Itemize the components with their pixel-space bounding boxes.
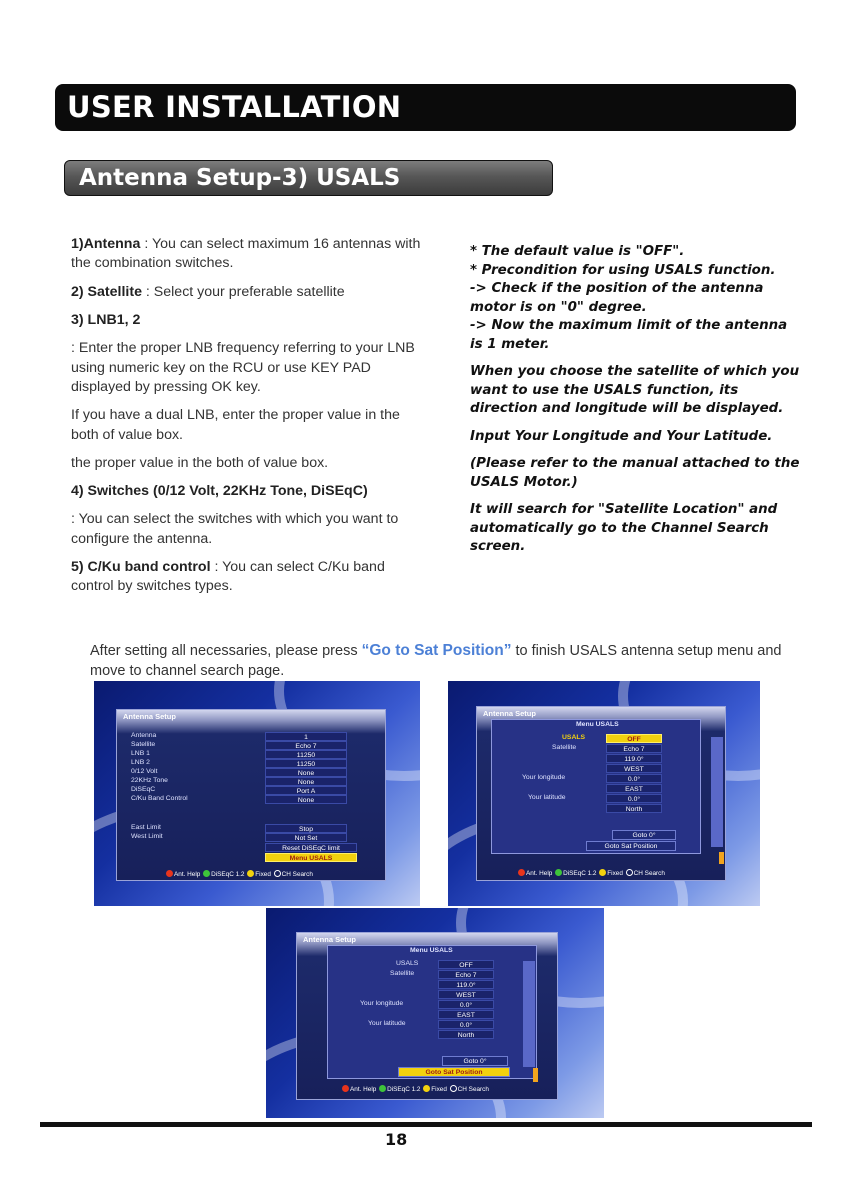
label: C/Ku Band Control: [131, 795, 188, 802]
usals-toggle[interactable]: OFF: [438, 960, 494, 969]
label: West Limit: [131, 833, 163, 840]
scrollbar[interactable]: [711, 737, 723, 847]
panel-title: Antenna Setup: [123, 712, 176, 721]
label: Your latitude: [368, 1020, 406, 1027]
label: USALS: [396, 960, 419, 967]
longitude-dir[interactable]: EAST: [438, 1010, 494, 1019]
longitude-field[interactable]: 0.0°: [438, 1000, 494, 1009]
note-default: * The default value is "OFF". * Precondition for using USALS function. -> Check if the position of the antenna motor is on "0" degree. -> Now the maximum limit of the antenna is 1 meter.: [470, 244, 788, 352]
value-field[interactable]: 1: [265, 732, 347, 741]
east-limit-field[interactable]: Stop: [265, 824, 347, 833]
west-limit-field[interactable]: Not Set: [265, 833, 347, 842]
footer-rule: [40, 1122, 812, 1127]
yellow-button-icon: [423, 1085, 430, 1092]
item-cku: 5) C/Ku band control : You can select C/Ku band control by switches types.: [71, 559, 385, 595]
yellow-button-icon: [599, 869, 606, 876]
lnb-desc-3: the proper value in the both of value box.: [71, 454, 329, 471]
value-field[interactable]: 11250: [265, 750, 347, 759]
page-title: USER INSTALLATION: [67, 90, 402, 124]
latitude-dir[interactable]: North: [606, 804, 662, 813]
page-number: 18: [385, 1130, 408, 1149]
longitude-field[interactable]: 0.0°: [606, 774, 662, 783]
satellite-field[interactable]: Echo 7: [438, 970, 494, 979]
submenu-title: Menu USALS: [576, 721, 619, 728]
lnb-desc-1: : Enter the proper LNB frequency referring to your LNB using numeric key on the RCU or use KEY PAD displayed by pressing OK key.: [71, 340, 415, 395]
latitude-field[interactable]: 0.0°: [606, 794, 662, 803]
value-field[interactable]: None: [265, 777, 347, 786]
goto-sat-position-button[interactable]: Goto Sat Position: [586, 841, 676, 851]
screenshot-menu-usals: [448, 681, 760, 906]
go-to-sat-highlight: “Go to Sat Position”: [361, 642, 512, 659]
menu-usals-button[interactable]: Menu USALS: [265, 853, 357, 862]
section-title: Antenna Setup-3) USALS: [79, 165, 401, 191]
longitude-value[interactable]: 119.0°: [438, 980, 494, 989]
label: Your latitude: [528, 794, 566, 801]
lnb-desc-2: If you have a dual LNB, enter the proper value in the both of value box.: [71, 407, 400, 443]
latitude-field[interactable]: 0.0°: [438, 1020, 494, 1029]
yellow-button-icon: [247, 870, 254, 877]
note-manual: (Please refer to the manual attached to the USALS Motor.): [470, 456, 800, 490]
item-lnb: 3) LNB1, 2: [71, 311, 141, 328]
value-field[interactable]: 11250: [265, 759, 347, 768]
green-button-icon: [555, 869, 562, 876]
instruction-text: After setting all necessaries, please press “Go to Sat Position” to finish USALS antenna setup menu and move to channel search page.: [90, 642, 782, 679]
reset-diseqc-button[interactable]: Reset DiSEqC limit: [265, 843, 357, 852]
longitude-dir[interactable]: WEST: [606, 764, 662, 773]
blue-button-icon: [274, 870, 281, 877]
item-switches: 4) Switches (0/12 Volt, 22KHz Tone, DiSEqC): [71, 483, 368, 500]
page-header: [55, 84, 796, 131]
blue-button-icon: [626, 869, 633, 876]
section-header: [64, 160, 553, 196]
left-column: [71, 235, 431, 606]
goto-zero-button[interactable]: Goto 0°: [612, 830, 676, 840]
red-button-icon: [518, 869, 525, 876]
label: 0/12 Volt: [131, 768, 158, 775]
note-direction: When you choose the satellite of which you want to use the USALS function, its direction and longitude will be displayed.: [470, 364, 800, 416]
red-button-icon: [166, 870, 173, 877]
latitude-dir[interactable]: North: [438, 1030, 494, 1039]
panel-title: Antenna Setup: [483, 709, 536, 718]
legend-bar: Ant. Help DiSEqC 1.2 Fixed CH Search: [165, 870, 313, 878]
longitude-dir[interactable]: WEST: [438, 990, 494, 999]
label: Satellite: [131, 741, 156, 748]
label: Satellite: [552, 744, 577, 751]
label: Your longitude: [360, 1000, 404, 1007]
green-button-icon: [203, 870, 210, 877]
goto-sat-position-button[interactable]: Goto Sat Position: [398, 1067, 510, 1077]
value-field[interactable]: None: [265, 795, 347, 804]
screenshot-goto-sat-position: [266, 908, 604, 1118]
longitude-value[interactable]: 119.0°: [606, 754, 662, 763]
green-button-icon: [379, 1085, 386, 1092]
usals-toggle[interactable]: OFF: [606, 734, 662, 743]
legend-bar: Ant. Help DiSEqC 1.2 Fixed CH Search: [517, 869, 665, 877]
longitude-dir[interactable]: EAST: [606, 784, 662, 793]
label: DiSEqC: [131, 786, 156, 793]
usals-submenu: [327, 945, 537, 1079]
label: 22KHz Tone: [131, 777, 168, 784]
screenshot-antenna-setup: [94, 681, 420, 906]
label: LNB 2: [131, 759, 150, 766]
note-search: It will search for "Satellite Location" and automatically go to the Channel Search screen.: [470, 502, 778, 554]
value-field[interactable]: None: [265, 768, 347, 777]
switches-desc: : You can select the switches with which you want to configure the antenna.: [71, 511, 399, 547]
scrollbar[interactable]: [523, 961, 535, 1067]
label: LNB 1: [131, 750, 150, 757]
value-field[interactable]: Port A: [265, 786, 347, 795]
red-button-icon: [342, 1085, 349, 1092]
legend-bar: Ant. Help DiSEqC 1.2 Fixed CH Search: [341, 1085, 489, 1093]
item-satellite: 2) Satellite : Select your preferable satellite: [71, 283, 345, 300]
item-antenna: 1)Antenna : You can select maximum 16 antennas with the combination switches.: [71, 236, 421, 272]
label: Antenna: [131, 732, 157, 739]
side-indicator: [533, 1068, 538, 1082]
usals-submenu: [491, 719, 701, 854]
label: Your longitude: [522, 774, 566, 781]
goto-zero-button[interactable]: Goto 0°: [442, 1056, 508, 1066]
value-field[interactable]: Echo 7: [265, 741, 347, 750]
side-indicator: [719, 852, 724, 864]
label: USALS: [562, 734, 586, 741]
right-column: [470, 243, 800, 566]
label: East Limit: [131, 824, 161, 831]
label: Satellite: [390, 970, 415, 977]
satellite-field[interactable]: Echo 7: [606, 744, 662, 753]
submenu-title: Menu USALS: [410, 947, 453, 954]
blue-button-icon: [450, 1085, 457, 1092]
panel-title: Antenna Setup: [303, 935, 356, 944]
note-input: Input Your Longitude and Your Latitude.: [470, 428, 773, 444]
